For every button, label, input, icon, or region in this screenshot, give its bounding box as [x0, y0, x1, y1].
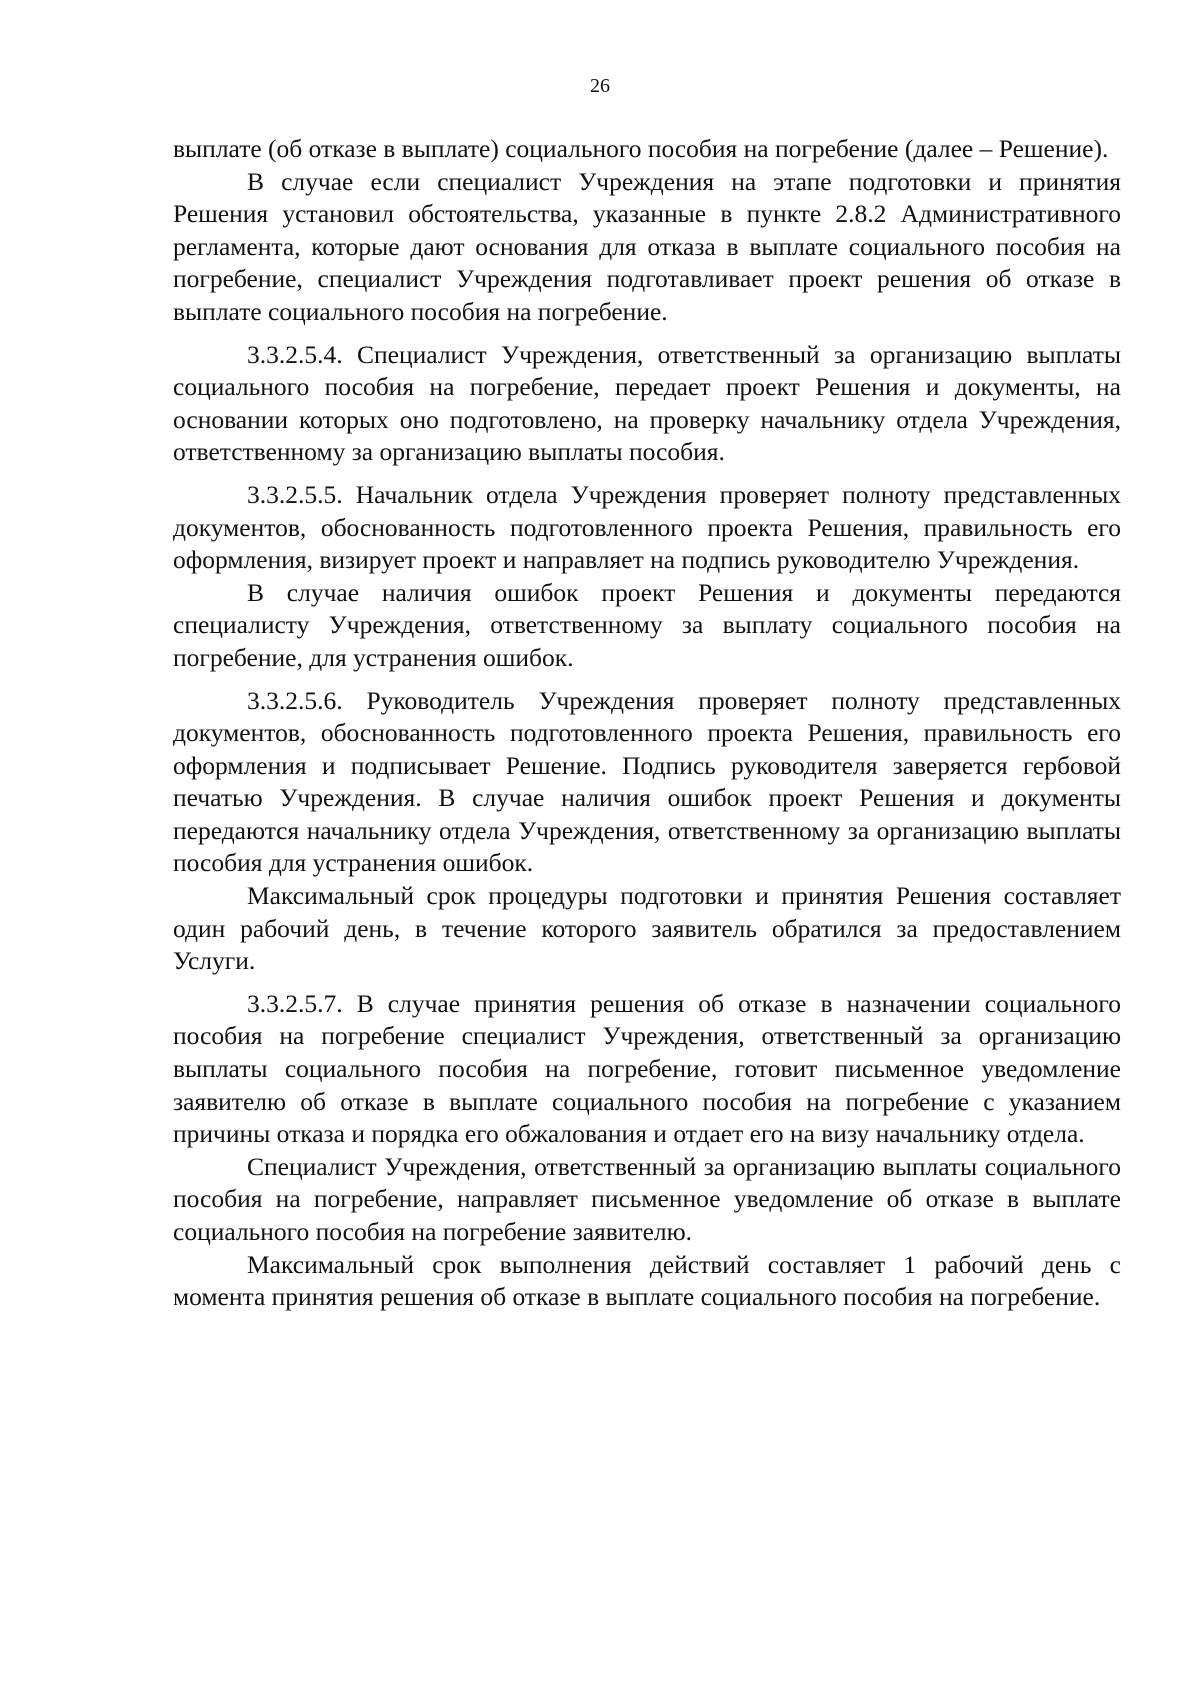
paragraph-max-term-actions: Максимальный срок выполнения действий составляет 1 рабочий день с момента принятия решения об отказе в выплате социального пособия на погребение. [173, 1249, 1121, 1312]
paragraph-notification: Специалист Учреждения, ответственный за организацию выплаты социального пособия на погребение, направляет письменное уведомление об отказе в выплате социального пособия на погребение заявителю. [173, 1151, 1121, 1246]
paragraph-3-3-2-5-7: 3.3.2.5.7. В случае принятия решения об отказе в назначении социального пособия на погребение специалист Учреждения, ответственный за организацию выплаты социального пособия на погребение, готовит письменное уведомление заявителю об отказе в выплате социального пособия на погребение с указанием причины отказа и порядка его обжалования и отдает его на визу начальнику отдела. [173, 988, 1121, 1149]
paragraph-3-3-2-5-4: 3.3.2.5.4. Специалист Учреждения, ответственный за организацию выплаты социального пособия на погребение, передает проект Решения и документы, на основании которых оно подготовлено, на проверку начальнику отдела Учреждения, ответственному за организацию выплаты пособия. [173, 339, 1121, 467]
paragraph-refusal-case: В случае если специалист Учреждения на этапе подготовки и принятия Решения установил обстоятельства, указанные в пункте 2.8.2 Административного регламента, которые дают основания для отказа в выплате социального пособия на погребение, специалист Учреждения подготавливает проект решения об отказе в выплате социального пособия на погребение. [173, 166, 1121, 326]
page-number: 26 [590, 75, 610, 97]
paragraph-max-term-decision: Максимальный срок процедуры подготовки и принятия Решения составляет один рабочий день, в течение которого заявитель обратился за предоставлением Услуги. [173, 881, 1121, 976]
document-body [173, 133, 1121, 1314]
paragraph-continuation: выплате (об отказе в выплате) социального пособия на погребение (далее – Решение). [173, 134, 1109, 163]
paragraph-3-3-2-5-5: 3.3.2.5.5. Начальник отдела Учреждения проверяет полноту представленных документов, обоснованность подготовленного проекта Решения, правильность его оформления, визирует проект и направляет на подпись руководителю Учреждения. [173, 479, 1121, 575]
paragraph-errors-specialist: В случае наличия ошибок проект Решения и документы передаются специалисту Учреждения, ответственному за выплату социального пособия на погребение, для устранения ошибок. [173, 577, 1121, 672]
paragraph-3-3-2-5-6: 3.3.2.5.6. Руководитель Учреждения проверяет полноту представленных документов, обоснованность подготовленного проекта Решения, правильность его оформления и подписывает Решение. Подпись руководителя заверяется гербовой печатью Учреждения. В случае наличия ошибок проект Решения и документы передаются начальнику отдела Учреждения, ответственному за организацию выплаты пособия для устранения ошибок. [173, 685, 1121, 878]
